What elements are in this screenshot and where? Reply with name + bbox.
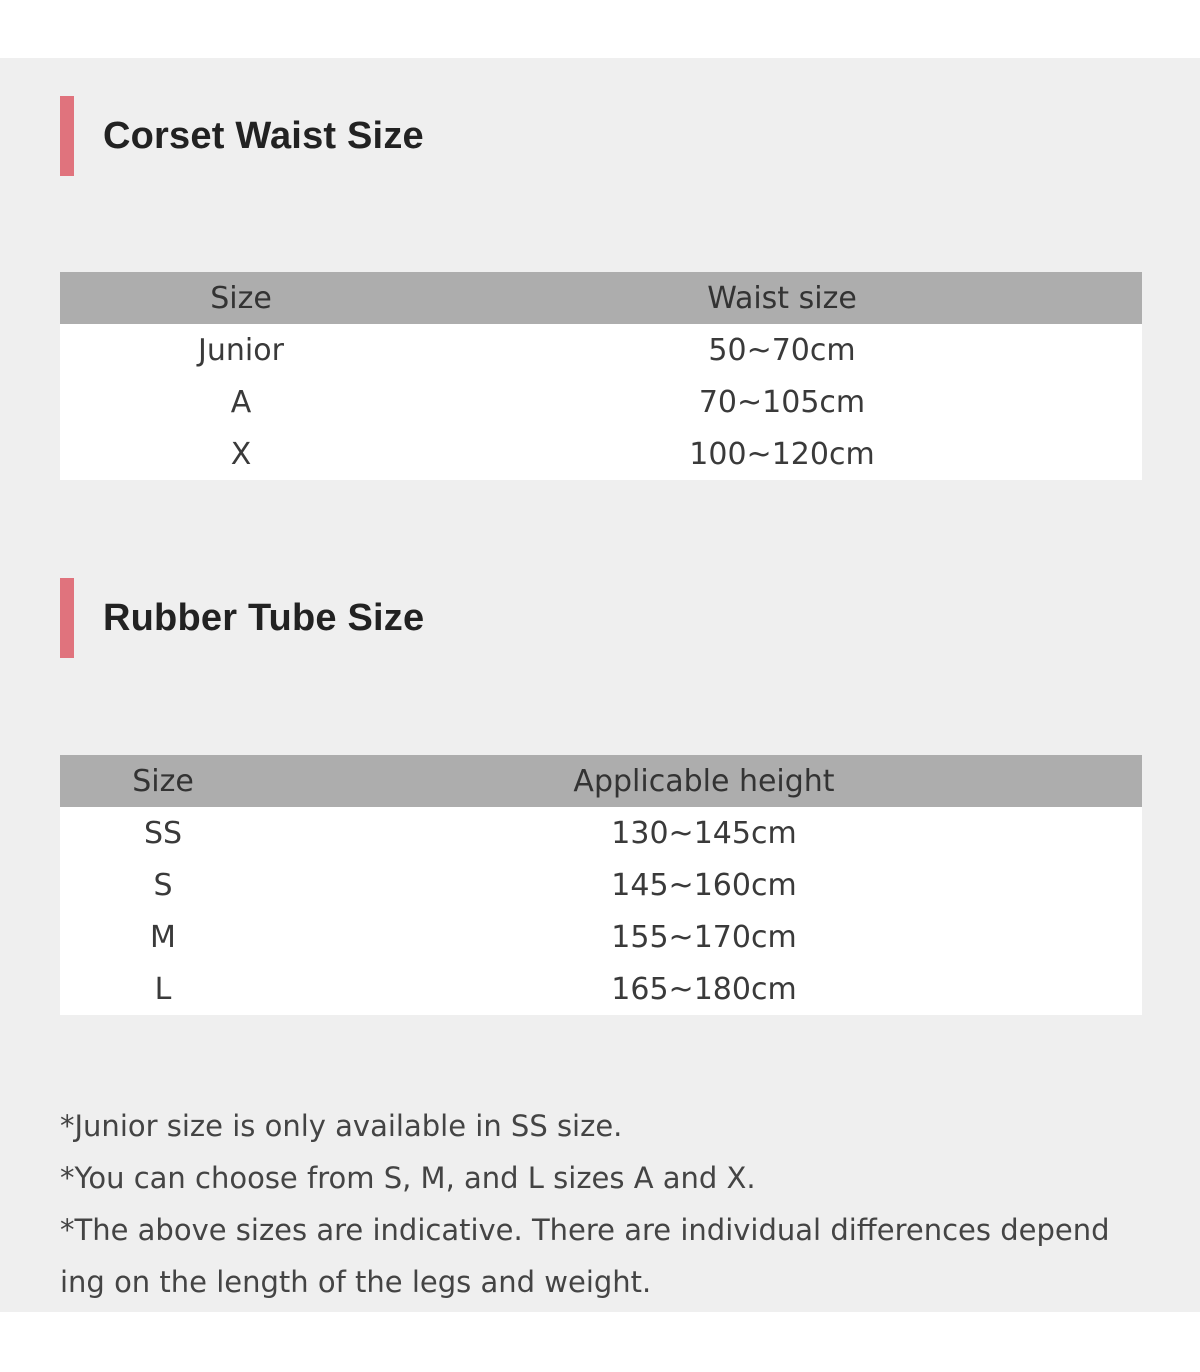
tube-size-table: [60, 755, 1142, 1015]
accent-bar: [60, 96, 74, 176]
table-row: [60, 428, 1142, 480]
table-row: [60, 807, 1142, 859]
size-cell: A: [60, 376, 422, 428]
note-junior: *Junior size is only available in SS size.: [60, 1109, 623, 1143]
tube-section-title: Rubber Tube Size: [103, 596, 425, 639]
waist-size-cell: 50~70cm: [422, 324, 1142, 376]
corset-section-title: Corset Waist Size: [103, 114, 424, 157]
column-header-waist-size: Waist size: [422, 272, 1142, 324]
size-cell: L: [60, 963, 266, 1015]
table-row: [60, 911, 1142, 963]
height-cell: 130~145cm: [266, 807, 1142, 859]
corset-section-heading: [60, 96, 424, 176]
size-cell: SS: [60, 807, 266, 859]
table-row: [60, 324, 1142, 376]
table-header-row: [60, 272, 1142, 324]
size-cell: X: [60, 428, 422, 480]
size-cell: S: [60, 859, 266, 911]
height-cell: 145~160cm: [266, 859, 1142, 911]
note-indicative: *The above sizes are indicative. There are individual differences depend ing on the length of the legs and weight.: [60, 1213, 1110, 1299]
size-cell: Junior: [60, 324, 422, 376]
tube-section-heading: [60, 578, 424, 658]
accent-bar: [60, 578, 74, 658]
column-header-size: Size: [60, 755, 266, 807]
height-cell: 165~180cm: [266, 963, 1142, 1015]
table-row: [60, 963, 1142, 1015]
note-size-choice: *You can choose from S, M, and L sizes A and X.: [60, 1161, 756, 1195]
waist-size-cell: 100~120cm: [422, 428, 1142, 480]
notes-block: [60, 1100, 1150, 1308]
column-header-size: Size: [60, 272, 422, 324]
table-row: [60, 376, 1142, 428]
height-cell: 155~170cm: [266, 911, 1142, 963]
table-row: [60, 859, 1142, 911]
waist-size-cell: 70~105cm: [422, 376, 1142, 428]
column-header-applicable-height: Applicable height: [266, 755, 1142, 807]
table-header-row: [60, 755, 1142, 807]
corset-size-table: [60, 272, 1142, 480]
size-guide-panel: [0, 58, 1200, 1312]
size-cell: M: [60, 911, 266, 963]
